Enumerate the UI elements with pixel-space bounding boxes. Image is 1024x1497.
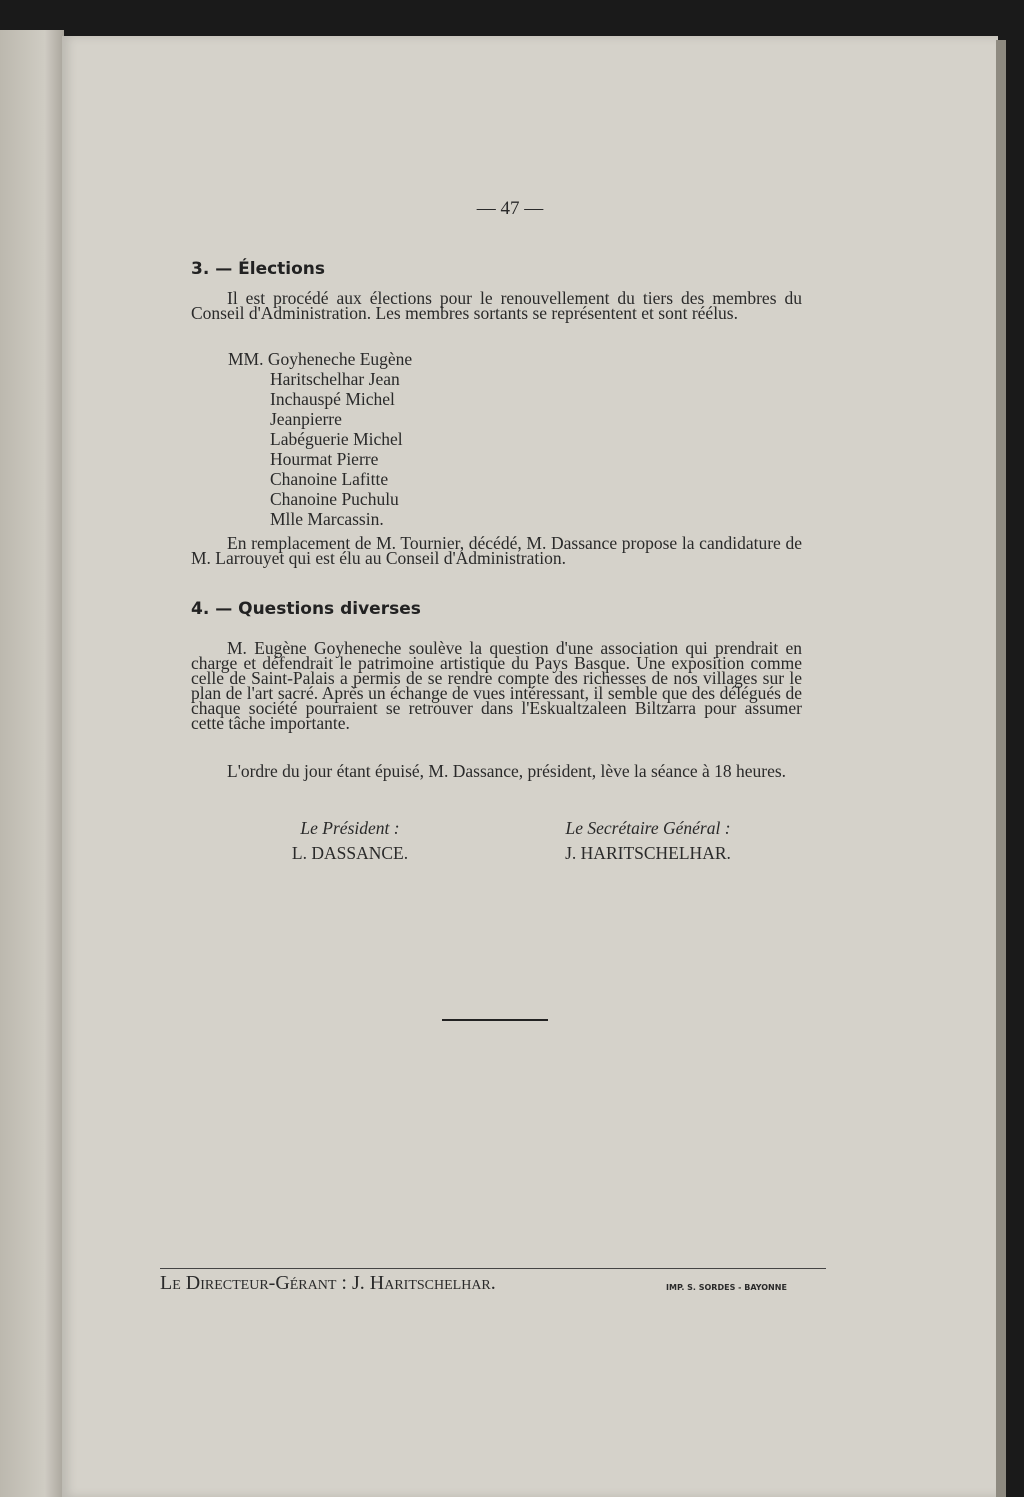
member-name: Hourmat Pierre (270, 449, 379, 469)
president-name: L. DASSANCE. (291, 843, 409, 863)
director-credit: Le Directeur-Gérant : J. Haritschelhar. (160, 1272, 496, 1294)
printer-credit: IMP. S. SORDES - BAYONNE (666, 1283, 787, 1292)
member-name: Haritschelhar Jean (270, 369, 400, 389)
president-title: Le Président : (300, 818, 400, 838)
section-heading-elections: 3. — Élections (191, 259, 326, 279)
page-number: — 47 — (476, 198, 544, 219)
secretary-name: J. HARITSCHELHAR. (565, 843, 731, 863)
footer-rule (160, 1268, 826, 1269)
member-name: Labéguerie Michel (270, 429, 403, 449)
page-edge (996, 40, 1006, 1497)
member-name: Mlle Marcassin. (270, 509, 384, 529)
replacement-paragraph: En remplacement de M. Tournier, décédé, M. Dassance propose la candidature de M. Larrouyet qui est élu au Conseil d'Administration. (191, 533, 802, 568)
section-heading-questions: 4. — Questions diverses (191, 599, 421, 619)
closing-paragraph: L'ordre du jour étant épuisé, M. Dassance, président, lève la séance à 18 heures. (227, 761, 787, 781)
secretary-title: Le Secrétaire Général : (565, 818, 731, 838)
member-name: Inchauspé Michel (270, 389, 395, 409)
secretary-signature (528, 816, 768, 866)
member-name: Jeanpierre (270, 409, 342, 429)
end-rule (442, 1019, 548, 1021)
names-prefix: MM. (228, 349, 264, 369)
elections-intro: Il est procédé aux élections pour le renouvellement du tiers des membres du Conseil d'Administration. Les membres sortants se représentent et sont réélus. (191, 288, 802, 323)
facing-page-edge (0, 30, 64, 1497)
member-name: Goyheneche Eugène (267, 349, 413, 369)
member-name: Chanoine Lafitte (270, 469, 389, 489)
member-name: Chanoine Puchulu (270, 489, 399, 509)
questions-paragraph: M. Eugène Goyheneche soulève la question d'une association qui prendrait en charge et défendrait le patrimoine artistique du Pays Basque. Une exposition comme celle de Saint-Palais a permis de se rendre compte des richesses de nos villages sur le plan de l'art sacré. Après un échange de vues intéressant, il semble que des délégués de chaque société pourraient se retrouver dans l'Eskualtzaleen Biltzarra pour assumer cette tâche importante. (191, 638, 802, 733)
elected-members-list (228, 349, 412, 529)
president-signature (250, 816, 450, 866)
